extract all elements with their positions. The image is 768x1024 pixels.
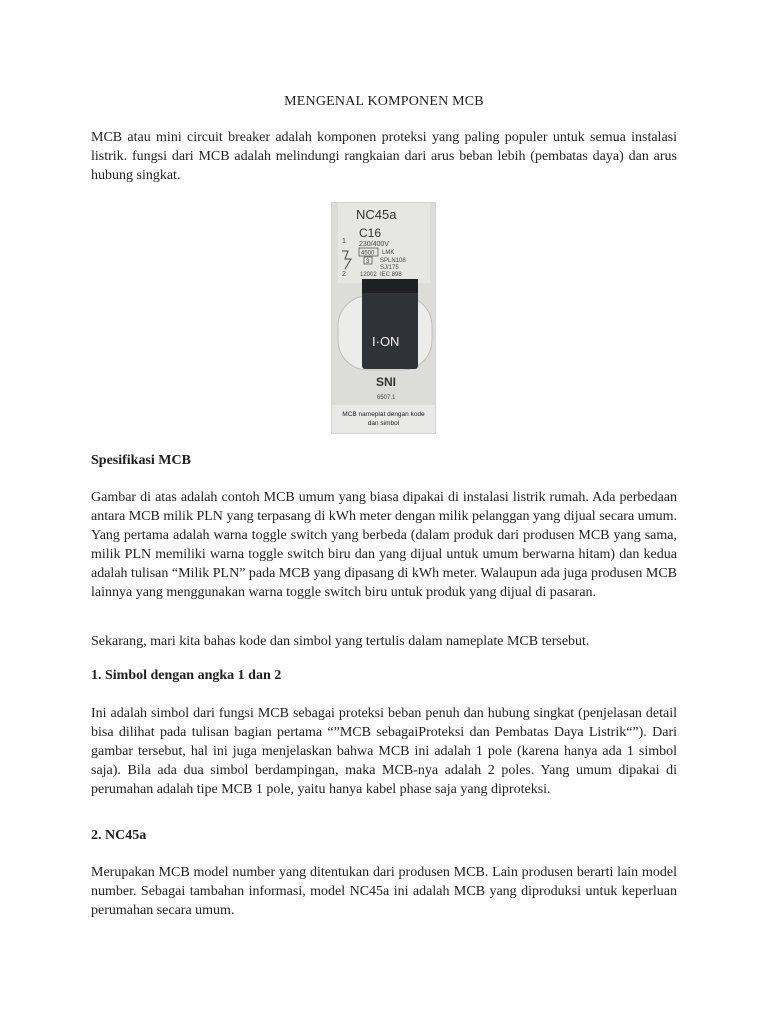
caption-line-2: dan simbol [367,420,400,427]
section-heading-nc45a: 2. NC45a [91,828,147,843]
document-title: MENGENAL KOMPONEN MCB [284,94,484,109]
label-iec: IEC 898 [380,272,402,278]
section-paragraph: Sekarang, mari kita bahas kode dan simbol yang tertulis dalam nameplate MCB tersebut. [91,634,590,649]
label-voltage: 230/400V [359,241,389,248]
section-paragraph: Ini adalah simbol dari fungsi MCB sebagai proteksi beban penuh dan hubung singkat (penjelasan detail bisa dilihat pada tulisan bagian pertama “”MCB sebagaiProteksi dan Pembatas Daya Listrik“”). Dari gambar tersebut, hal ini juga menjelaskan bahwa MCB ini adalah 1 pole (karena hanya ada 1 simbol saja). Bila ada dua simbol berdampingan, maka MCB-nya adalah 2 poles. Yang umum dipakai di perumahan adalah tipe MCB 1 pole, yaitu hanya kabel phase saja yang diproteksi. [91,706,677,797]
label-sj: SJ/175 [380,265,399,271]
intro-paragraph: MCB atau mini circuit breaker adalah komponen proteksi yang paling populer untuk semua instalasi listrik. fungsi dari MCB adalah melindungi rangkaian dari arus beban lebih (pembatas daya) dan arus hubung singkat. [91,130,677,183]
sni-code: 6507.1 [377,395,396,401]
label-code: 12002 [360,272,377,278]
caption-line-1: MCB nameplat dengan kode [342,411,425,418]
section-paragraph: Gambar di atas adalah contoh MCB umum yang biasa dipakai di instalasi listrik rumah. Ada perbedaan antara MCB milik PLN yang terpasang di kWh meter dengan milik pelanggan yang dijual secara umum. Yang pertama adalah warna toggle switch yang berbeda (dalam produk dari produsen MCB yang sama, milik PLN memiliki warna toggle switch biru dan yang dijual untuk umum berwarna hitam) dan kedua adalah tulisan “Milik PLN” pada MCB yang dipasang di kWh meter. Walaupun ada juga produsen MCB lainnya yang menggunakan warna toggle switch biru untuk produk yang dijual di pasaran. [91,490,677,600]
label-num1: 1 [342,238,346,245]
sni-logo: SNI [376,375,397,389]
label-spln: SPLN108 [380,258,406,264]
label-class: 3 [366,259,370,265]
label-capacity: 4500 [361,250,375,257]
label-num2: 2 [342,271,346,278]
toggle-label: I·ON [372,334,400,349]
mcb-photo [332,203,435,405]
label-lmk: LMK [382,250,395,256]
mcb-figure [331,202,436,434]
figure-caption [332,410,435,428]
section-paragraph: Merupakan MCB model number yang ditentukan dari produsen MCB. Lain produsen berarti lain model number. Sebagai tambahan informasi, model NC45a ini adalah MCB yang diproduksi untuk keperluan perumahan secara umum. [91,865,677,918]
section-heading-simbol: 1. Simbol dengan angka 1 dan 2 [91,668,282,683]
toggle-top [362,279,418,293]
label-model: NC45a [356,207,397,222]
section-heading-spesifikasi: Spesifikasi MCB [91,453,191,468]
label-rating: C16 [359,226,382,240]
